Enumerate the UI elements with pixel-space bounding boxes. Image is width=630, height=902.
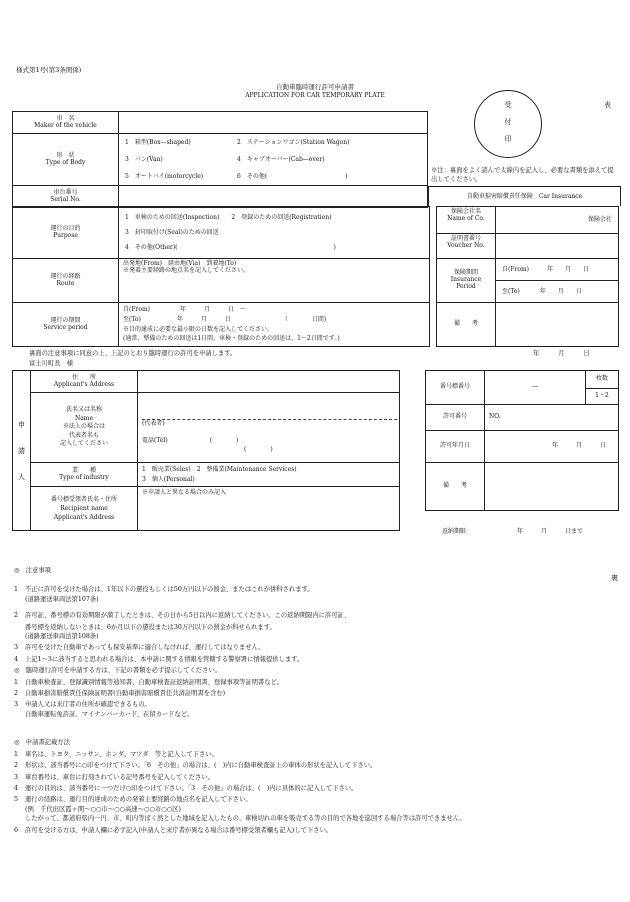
tel-input[interactable]: 電話(Tel) ( ) bbox=[142, 436, 239, 444]
back-mark: 裏 bbox=[611, 574, 618, 582]
serial-label: 車台番号 Serial No. bbox=[13, 186, 119, 208]
notes-title: ◎ 注意事項 bbox=[14, 567, 51, 574]
notice-text: ※注：裏面をよく読んで太線内を記入し、必要な書類を添えて提出してください。 bbox=[431, 167, 614, 183]
reception-stamp: 受 付 印 bbox=[474, 90, 542, 158]
purpose-insurance-table bbox=[12, 206, 619, 347]
name-label: 氏名又は名称 Name ※法人の場合は 代表者名も 記入してください bbox=[31, 393, 138, 463]
address-input[interactable] bbox=[138, 371, 400, 393]
how-title: ◎ 申請書記載方法 bbox=[14, 739, 70, 747]
body-type-option[interactable]: 1 箱型(Box—shaped) bbox=[125, 139, 191, 146]
insurance-values[interactable] bbox=[496, 207, 619, 259]
plate-number-value[interactable]: ― bbox=[485, 371, 586, 405]
insurance-period-label: 保険期間 Insurance Period bbox=[437, 259, 496, 303]
purpose-label: 運行の目的 Purpose bbox=[13, 207, 119, 259]
body-type-option[interactable]: 3 バン(Van) bbox=[125, 156, 163, 163]
maker-label: 車 名 Maker of the vehicle bbox=[13, 112, 119, 134]
form-number: 様式第1号(第3条関係) bbox=[16, 66, 82, 74]
body-type-option[interactable]: 4 キャブオーバー(Cab—over) bbox=[237, 156, 325, 163]
insurance-from[interactable]: 自(From) 年 月 日 bbox=[496, 259, 618, 281]
how-list: 1 車名は、トヨタ、ニッサン、ホンダ、マツダ 等と記入して下さい。 2 形状は、該当番号に○印をつけて下さい。「6 その他」の場合は、( )内に自動車検査証上の車体の形状を記入して下さい。 3 車台番号は、車台に打刻されている記号番号を記入してください。 4 運行の目的は、該当番号に一つだけ○印をつけて下さい。「3 その他」の場合は、( )内に具体的に記入して下さい。 5 運行の経路は、運行目的達成のための発着主要経路の地点名を記入して下さい。 (例 千代田区霞ヶ関～○○市～○○高速～○○市○○区) したがって、都道府県内一円、市、町内等ばく然とした地域を記入したもの、車検切れの車を販売する等の目的で各地を巡回する場合等は許可できません。 6 許可を受ける方は、申請人欄に必ず記入(申請人と来庁者が異なる場合は番号標受領者欄も記入)して下さい。 bbox=[14, 750, 466, 834]
insurance-period-values[interactable] bbox=[496, 259, 619, 303]
vehicle-table bbox=[12, 111, 428, 208]
front-mark: 表 bbox=[604, 101, 611, 109]
route-input[interactable]: 出発地(From) 経由地(Via) 到着地(To) ※発着主要経路の地点名を記入してください。 bbox=[119, 259, 430, 303]
docs-title: ◎ 臨時運行許可を申請する方は、下記の書類を必ず提示してください。 bbox=[14, 667, 221, 675]
serial-input[interactable] bbox=[119, 186, 428, 208]
plate-number-label: 番号標番号 bbox=[426, 371, 485, 405]
addressee: 富士川町長 様 bbox=[29, 360, 74, 367]
period-input[interactable]: 自(From) 年 月 日 ～ 至(To) 年 月 日 （ 日間) ※目的達成に必要な最小限の日数を記入してください。 (通常、整備のための回送は1日間、車検・登録のための回送は、1～2日間です。) bbox=[119, 303, 430, 347]
industry-options[interactable]: 1 販売業(Seles) 2 整備業(Maintenance Services) 3 個人(Personal) bbox=[138, 463, 400, 487]
insurance-remarks-input[interactable] bbox=[496, 303, 619, 347]
count-value[interactable]: 1・2 bbox=[586, 389, 619, 405]
body-type-options[interactable] bbox=[119, 134, 428, 186]
body-type-label: 形 状 Type of Body bbox=[13, 134, 119, 186]
permit-date-label: 許可年月日 bbox=[426, 431, 485, 463]
consent-text: 裏面の注意事項に同意の上、上記のとおり臨時運行の許可を申請します。 bbox=[29, 350, 237, 357]
notes-list: 1 不正に許可を受けた場合は、1年以下の懲役もしくは50万円以下の罰金、またはこれが併科されます。 (道路運送車両法第107条) 2 許可証、番号標の有効期限が満了したときは、その日から5日以内に返納してください。この返納期限内に許可証、 番号標を返納しないときは、6か月以下の懲役または30万円以下の罰金が科せられます。 (道路運送車両法第108条) 3 許可を受けた自動車であっても保安基準に適合しなければ、運行してはなりません。 4 上記1～3に該当すると思われる場合は、本申請に関する情報を管轄する警察署に情報提供します。 bbox=[14, 586, 351, 663]
industry-label: 業 種 Type of industry bbox=[31, 463, 138, 487]
body-type-option[interactable]: 2 ステーションワゴン(Station Wagon) bbox=[237, 139, 350, 146]
voucher-input[interactable] bbox=[496, 234, 618, 258]
purpose-option[interactable]: 1 車検のための回送(Inspection) 2 登録のための回送(Registration) bbox=[125, 214, 332, 221]
permit-number-label: 許可番号 bbox=[426, 405, 485, 431]
insurance-labels: 保険会社名 Name of Co. 証明書番号 Voucher No. bbox=[437, 207, 496, 259]
return-deadline-label: 返納期限 bbox=[442, 528, 467, 535]
name-input[interactable]: (代表者) 電話(Tel) ( ) ( ) bbox=[138, 393, 400, 463]
office-use-table bbox=[425, 370, 619, 511]
recipient-input[interactable]: ※申請人と異なる場合のみ記入 bbox=[138, 487, 400, 531]
permit-date-value[interactable]: 年 月 日 bbox=[485, 431, 619, 463]
back-notes bbox=[14, 565, 614, 836]
insurance-header: 自動車損害賠償責任保険 Car Insurance bbox=[428, 186, 621, 206]
title-ja: 自動車臨時運行許可申請書 bbox=[276, 83, 354, 91]
insurance-company-input[interactable]: 保険会社 bbox=[496, 207, 618, 234]
purpose-option[interactable]: 3 封印取付け(Seal)のための回送 bbox=[125, 229, 219, 236]
return-deadline-value[interactable]: 年 月 日まで bbox=[517, 528, 584, 535]
count-label: 枚数 bbox=[586, 371, 619, 389]
insurance-remarks-label: 備 考 bbox=[437, 303, 496, 347]
office-remarks-label: 備 考 bbox=[426, 463, 485, 511]
insurance-to[interactable]: 至(To) 年 月 日 bbox=[502, 288, 582, 295]
permit-number-value[interactable]: NO. bbox=[485, 405, 619, 431]
address-label: 住 所 Applicant's Address bbox=[31, 371, 138, 393]
body-type-option[interactable]: 6 その他( ) bbox=[237, 173, 348, 180]
purpose-option[interactable]: 4 その他(Other)( ) bbox=[125, 244, 336, 251]
title-en: APPLICATION FOR CAR TEMPORARY PLATE bbox=[245, 92, 385, 99]
applicant-table bbox=[12, 370, 400, 531]
body-type-option[interactable]: 5 オートバイ(motorcycle) bbox=[125, 173, 204, 180]
route-label: 運行の経路 Route bbox=[13, 259, 119, 303]
office-remarks-input[interactable] bbox=[485, 463, 619, 511]
docs-list: 1 自動車検査証、登録識別情報等通知書、自動車検査証返納証明書、登録事項等証明書など。 2 自動車損害賠償責任保険証明書(自動車損害賠償責任共済証明書を含む) 3 申請人又は来庁者の住所が確認できるもの。 自動車運転免許証、マイナンバーカード、在留カードなど。 bbox=[14, 678, 284, 718]
applicant-side-label: 申 請 人 bbox=[13, 371, 31, 531]
maker-input[interactable] bbox=[119, 112, 428, 134]
recipient-label: 番号標受領者氏名・住所 Recipient name Applicant's Address bbox=[31, 487, 138, 531]
period-label: 運行の期間 Service period bbox=[13, 303, 119, 347]
application-date[interactable]: 年 月 日 bbox=[533, 350, 590, 357]
purpose-options[interactable] bbox=[119, 207, 430, 259]
